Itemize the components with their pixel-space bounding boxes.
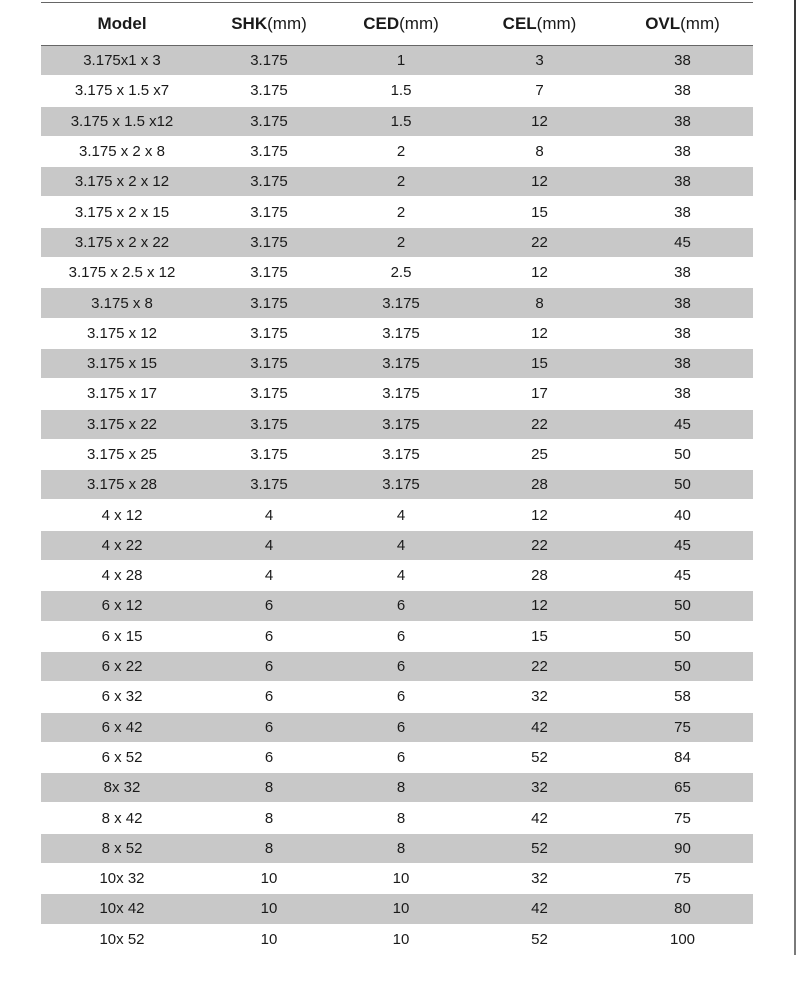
table-row: [41, 803, 753, 833]
cell-ovl: 45: [612, 227, 753, 257]
cell-cel: 12: [467, 106, 612, 136]
cell-model: 8 x 52: [41, 833, 203, 863]
cell-ced: 1.5: [335, 76, 467, 106]
cell-ced: 6: [335, 651, 467, 681]
cell-model: 3.175 x 1.5 x12: [41, 106, 203, 136]
cell-cel: 8: [467, 288, 612, 318]
cell-shk: 8: [203, 833, 335, 863]
cell-ovl: 75: [612, 864, 753, 894]
table-row: [41, 712, 753, 742]
cell-ced: 2.5: [335, 258, 467, 288]
spec-table: [41, 2, 753, 955]
cell-ovl: 45: [612, 409, 753, 439]
table-row: [41, 591, 753, 621]
cell-ovl: 90: [612, 833, 753, 863]
cell-ced: 3.175: [335, 439, 467, 469]
cell-model: 6 x 32: [41, 682, 203, 712]
table-row: [41, 288, 753, 318]
cell-cel: 42: [467, 894, 612, 924]
cell-ovl: 75: [612, 712, 753, 742]
cell-model: 6 x 12: [41, 591, 203, 621]
cell-ced: 6: [335, 712, 467, 742]
table-row: [41, 258, 753, 288]
cell-model: 3.175 x 2.5 x 12: [41, 258, 203, 288]
cell-model: 3.175 x 2 x 15: [41, 197, 203, 227]
cell-cel: 12: [467, 318, 612, 348]
table-row: [41, 106, 753, 136]
cell-cel: 12: [467, 500, 612, 530]
cell-shk: 3.175: [203, 46, 335, 76]
table-row: [41, 318, 753, 348]
cell-ced: 2: [335, 136, 467, 166]
cell-shk: 4: [203, 500, 335, 530]
cell-shk: 3.175: [203, 470, 335, 500]
cell-shk: 3.175: [203, 409, 335, 439]
cell-cel: 42: [467, 803, 612, 833]
cell-shk: 3.175: [203, 258, 335, 288]
cell-ced: 10: [335, 864, 467, 894]
cell-model: 4 x 22: [41, 530, 203, 560]
cell-ovl: 38: [612, 348, 753, 378]
table-row: [41, 197, 753, 227]
cell-shk: 6: [203, 682, 335, 712]
table-row: [41, 167, 753, 197]
cell-ovl: 38: [612, 136, 753, 166]
cell-model: 10x 42: [41, 894, 203, 924]
cell-ced: 2: [335, 227, 467, 257]
cell-ovl: 50: [612, 439, 753, 469]
cell-cel: 52: [467, 924, 612, 954]
cell-model: 3.175 x 25: [41, 439, 203, 469]
cell-ovl: 38: [612, 197, 753, 227]
cell-ovl: 65: [612, 773, 753, 803]
cell-ovl: 40: [612, 500, 753, 530]
cell-ced: 8: [335, 833, 467, 863]
cell-shk: 6: [203, 742, 335, 772]
cell-ced: 3.175: [335, 348, 467, 378]
cell-cel: 15: [467, 621, 612, 651]
header-model-label: Model: [97, 14, 147, 33]
cell-ovl: 50: [612, 621, 753, 651]
cell-model: 3.175 x 2 x 12: [41, 167, 203, 197]
cell-model: 4 x 28: [41, 561, 203, 591]
table-row: [41, 76, 753, 106]
table-row: [41, 227, 753, 257]
table-row: [41, 500, 753, 530]
cell-cel: 28: [467, 470, 612, 500]
cell-model: 10x 32: [41, 864, 203, 894]
header-cel-unit: (mm): [536, 14, 577, 33]
cell-ovl: 75: [612, 803, 753, 833]
cell-shk: 4: [203, 561, 335, 591]
cell-ced: 4: [335, 500, 467, 530]
cell-shk: 6: [203, 591, 335, 621]
cell-ced: 6: [335, 742, 467, 772]
cell-cel: 17: [467, 379, 612, 409]
cell-ovl: 45: [612, 561, 753, 591]
cell-ovl: 50: [612, 470, 753, 500]
cell-ced: 1: [335, 46, 467, 76]
table-row: [41, 136, 753, 166]
cell-shk: 8: [203, 773, 335, 803]
table-row: [41, 348, 753, 378]
cell-model: 3.175 x 12: [41, 318, 203, 348]
cell-cel: 52: [467, 833, 612, 863]
header-cel: [467, 3, 612, 46]
header-ovl-label: OVL: [645, 14, 681, 33]
table-row: [41, 621, 753, 651]
table-row: [41, 924, 753, 954]
table-row: [41, 439, 753, 469]
cell-ced: 2: [335, 197, 467, 227]
cell-shk: 8: [203, 803, 335, 833]
table-row: [41, 409, 753, 439]
cell-shk: 3.175: [203, 288, 335, 318]
cell-ced: 2: [335, 167, 467, 197]
cell-ced: 4: [335, 530, 467, 560]
header-ced: [335, 3, 467, 46]
cell-model: 8 x 42: [41, 803, 203, 833]
cell-ced: 6: [335, 621, 467, 651]
cell-model: 6 x 42: [41, 712, 203, 742]
cell-cel: 32: [467, 864, 612, 894]
cell-ced: 6: [335, 682, 467, 712]
cell-model: 6 x 15: [41, 621, 203, 651]
cell-cel: 22: [467, 227, 612, 257]
cell-ced: 8: [335, 773, 467, 803]
cell-cel: 52: [467, 742, 612, 772]
cell-ovl: 38: [612, 258, 753, 288]
header-shk-label: SHK: [231, 14, 268, 33]
cell-ovl: 38: [612, 379, 753, 409]
cell-ced: 8: [335, 803, 467, 833]
table-row: [41, 864, 753, 894]
cell-model: 8x 32: [41, 773, 203, 803]
cell-model: 6 x 22: [41, 651, 203, 681]
cell-model: 3.175 x 8: [41, 288, 203, 318]
cell-ovl: 38: [612, 106, 753, 136]
table-row: [41, 742, 753, 772]
cell-shk: 3.175: [203, 136, 335, 166]
cell-model: 6 x 52: [41, 742, 203, 772]
cell-ced: 10: [335, 894, 467, 924]
cell-ovl: 38: [612, 46, 753, 76]
cell-shk: 6: [203, 621, 335, 651]
cell-ced: 3.175: [335, 379, 467, 409]
header-ced-label: CED: [363, 14, 400, 33]
cell-shk: 4: [203, 530, 335, 560]
cell-cel: 8: [467, 136, 612, 166]
cell-ced: 3.175: [335, 409, 467, 439]
cell-cel: 15: [467, 197, 612, 227]
cell-ced: 10: [335, 924, 467, 954]
table-row: [41, 651, 753, 681]
cell-cel: 22: [467, 409, 612, 439]
cell-cel: 12: [467, 258, 612, 288]
header-shk: [203, 3, 335, 46]
cell-ced: 3.175: [335, 470, 467, 500]
cell-ced: 6: [335, 591, 467, 621]
table-row: [41, 773, 753, 803]
cell-cel: 32: [467, 682, 612, 712]
cell-shk: 6: [203, 712, 335, 742]
cell-ovl: 58: [612, 682, 753, 712]
header-row: [41, 3, 753, 46]
table-row: [41, 530, 753, 560]
cell-ovl: 45: [612, 530, 753, 560]
table-row: [41, 46, 753, 76]
cell-ovl: 80: [612, 894, 753, 924]
table-row: [41, 561, 753, 591]
header-model: [41, 3, 203, 46]
cell-model: 3.175 x 17: [41, 379, 203, 409]
cell-ovl: 38: [612, 318, 753, 348]
cell-model: 3.175x1 x 3: [41, 46, 203, 76]
cell-cel: 42: [467, 712, 612, 742]
table-row: [41, 379, 753, 409]
cell-shk: 3.175: [203, 318, 335, 348]
cell-shk: 3.175: [203, 379, 335, 409]
cell-shk: 10: [203, 864, 335, 894]
cell-ovl: 38: [612, 76, 753, 106]
table-row: [41, 682, 753, 712]
cell-shk: 6: [203, 651, 335, 681]
cell-cel: 22: [467, 530, 612, 560]
table-row: [41, 470, 753, 500]
cell-shk: 3.175: [203, 167, 335, 197]
cell-cel: 7: [467, 76, 612, 106]
cell-shk: 3.175: [203, 348, 335, 378]
cell-ced: 4: [335, 561, 467, 591]
cell-ovl: 100: [612, 924, 753, 954]
cell-cel: 12: [467, 167, 612, 197]
cell-cel: 25: [467, 439, 612, 469]
table-row: [41, 833, 753, 863]
table-header: [41, 3, 753, 46]
cell-ced: 3.175: [335, 318, 467, 348]
cell-shk: 10: [203, 924, 335, 954]
cell-model: 4 x 12: [41, 500, 203, 530]
cell-model: 3.175 x 1.5 x7: [41, 76, 203, 106]
cell-cel: 32: [467, 773, 612, 803]
header-ovl-unit: (mm): [680, 14, 720, 33]
header-ovl: [612, 3, 753, 46]
cell-ovl: 38: [612, 167, 753, 197]
cell-cel: 12: [467, 591, 612, 621]
cell-model: 3.175 x 2 x 22: [41, 227, 203, 257]
cell-cel: 15: [467, 348, 612, 378]
header-cel-label: CEL: [502, 14, 537, 33]
cell-model: 10x 52: [41, 924, 203, 954]
cell-ced: 1.5: [335, 106, 467, 136]
cell-model: 3.175 x 28: [41, 470, 203, 500]
cell-cel: 3: [467, 46, 612, 76]
cell-model: 3.175 x 2 x 8: [41, 136, 203, 166]
header-ced-unit: (mm): [399, 14, 439, 33]
cell-model: 3.175 x 15: [41, 348, 203, 378]
table-body: [41, 46, 753, 955]
cell-model: 3.175 x 22: [41, 409, 203, 439]
cell-shk: 3.175: [203, 227, 335, 257]
cell-shk: 3.175: [203, 76, 335, 106]
cell-ovl: 84: [612, 742, 753, 772]
header-shk-unit: (mm): [267, 14, 307, 33]
cell-cel: 28: [467, 561, 612, 591]
cell-shk: 3.175: [203, 439, 335, 469]
cell-ovl: 38: [612, 288, 753, 318]
cell-shk: 3.175: [203, 106, 335, 136]
cell-shk: 3.175: [203, 197, 335, 227]
cell-cel: 22: [467, 651, 612, 681]
cell-shk: 10: [203, 894, 335, 924]
cell-ovl: 50: [612, 651, 753, 681]
table-row: [41, 894, 753, 924]
cell-ovl: 50: [612, 591, 753, 621]
cell-ced: 3.175: [335, 288, 467, 318]
